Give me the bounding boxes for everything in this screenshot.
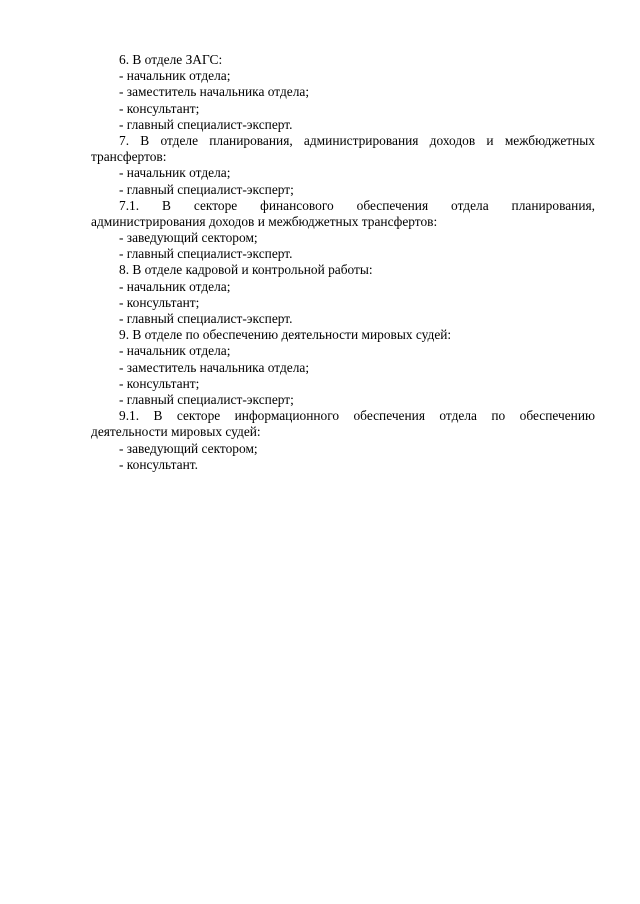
document-line: - заместитель начальника отдела; [119,359,310,375]
document-line: деятельности мировых судей: [91,424,261,440]
document-line: - заведующий сектором; [119,230,258,246]
document-line: - заместитель начальника отдела; [119,84,310,100]
document-line: - консультант. [119,456,198,472]
document-line: - главный специалист-эксперт. [119,116,293,132]
document-line: 9. В отделе по обеспечению деятельности мировых судей: [119,327,452,343]
document-line: - консультант; [119,100,200,116]
document-line: 7. В отделе планирования, администрирования доходов и межбюджетных [119,132,595,148]
document-line: - начальник отдела; [119,343,231,359]
document-line: - консультант; [119,294,200,310]
document-line: - главный специалист-эксперт; [119,181,294,197]
document-line: - начальник отдела; [119,278,231,294]
document-line: администрирования доходов и межбюджетных трансфертов: [91,213,438,229]
document-text-block [91,52,595,473]
document-line: - заведующий сектором; [119,440,258,456]
document-line: 7.1. В секторе финансового обеспечения отдела планирования, [119,197,595,213]
document-line: - главный специалист-эксперт; [119,391,294,407]
document-line: - главный специалист-эксперт. [119,311,293,326]
document-line: 6. В отделе ЗАГС: [119,52,223,67]
document-line: - начальник отдела; [119,68,231,84]
document-line: - консультант; [119,375,200,391]
document-line: - начальник отдела; [119,165,231,181]
document-line: 8. В отделе кадровой и контрольной работы: [119,262,373,278]
document-line: 9.1. В секторе информационного обеспечения отдела по обеспечению [119,408,595,424]
document-line: трансфертов: [91,149,167,165]
document-line: - главный специалист-эксперт. [119,246,293,262]
